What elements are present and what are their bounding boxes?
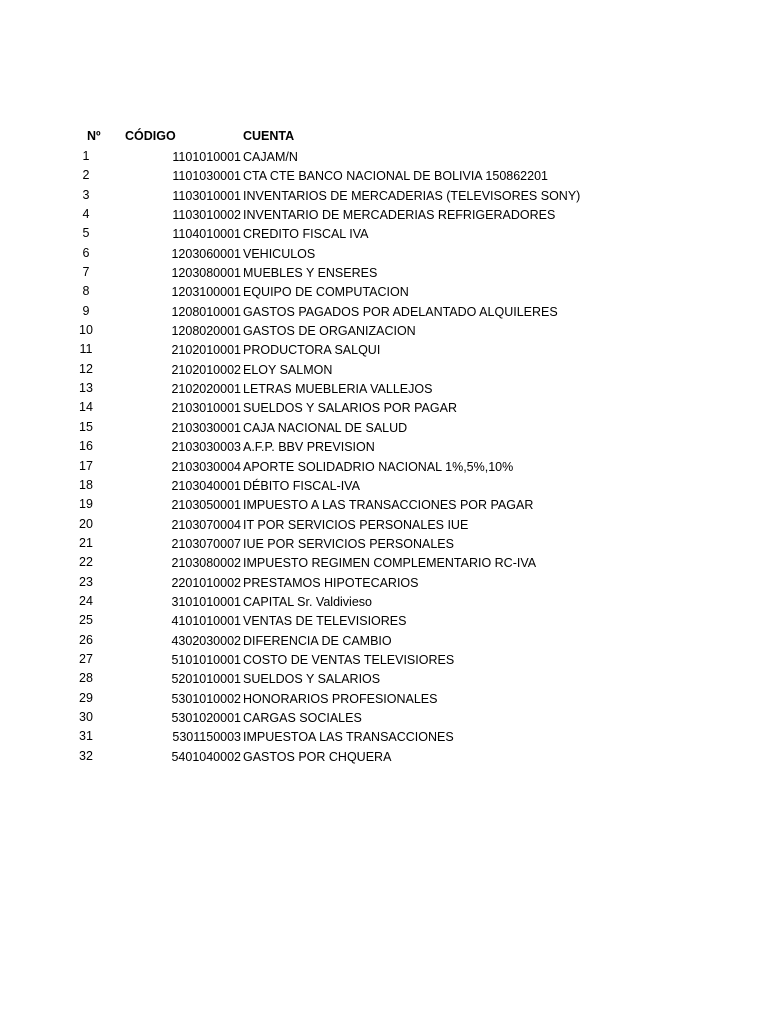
- table-row: [0, 283, 768, 302]
- account-name: INVENTARIO DE MERCADERIAS REFRIGERADORES: [243, 208, 556, 223]
- row-number: 5: [82, 226, 90, 241]
- header-number: Nº: [87, 129, 101, 143]
- account-name: LETRAS MUEBLERIA VALLEJOS: [243, 382, 433, 397]
- row-number: 26: [79, 632, 93, 647]
- row-number: 27: [79, 651, 93, 666]
- row-number: 25: [79, 613, 93, 628]
- row-number: 13: [79, 381, 93, 396]
- table-row: [0, 535, 768, 554]
- row-number: 22: [79, 555, 93, 570]
- account-code: 2102010001: [171, 343, 241, 358]
- table-row: [0, 322, 768, 341]
- table-row: [0, 458, 768, 477]
- row-number: 3: [82, 187, 90, 202]
- accounts-list: [0, 148, 768, 767]
- row-number: 8: [82, 284, 90, 299]
- account-name: EQUIPO DE COMPUTACION: [243, 285, 409, 300]
- account-code: 1101030001: [172, 169, 241, 184]
- account-name: GASTOS POR CHQUERA: [243, 749, 392, 764]
- account-name: IT POR SERVICIOS PERSONALES IUE: [243, 517, 469, 532]
- table-row: [0, 341, 768, 360]
- account-code: 2103080002: [171, 556, 241, 571]
- account-code: 1208020001: [171, 324, 241, 339]
- table-row: [0, 728, 768, 747]
- row-number: 9: [82, 303, 90, 318]
- account-name: CAJA NACIONAL DE SALUD: [243, 420, 408, 435]
- account-name: IMPUESTO A LAS TRANSACCIONES POR PAGAR: [243, 498, 534, 513]
- row-number: 18: [79, 477, 93, 492]
- account-code: 2103070007: [171, 536, 241, 551]
- table-row: [0, 187, 768, 206]
- account-name: IMPUESTO REGIMEN COMPLEMENTARIO RC-IVA: [243, 556, 537, 571]
- account-name: IUE POR SERVICIOS PERSONALES: [243, 536, 454, 551]
- account-code: 1101010001: [172, 150, 241, 164]
- table-row: [0, 419, 768, 438]
- table-row: [0, 380, 768, 399]
- row-number: 20: [79, 516, 93, 531]
- account-name: CARGAS SOCIALES: [243, 710, 362, 725]
- table-row: [0, 574, 768, 593]
- row-number: 23: [79, 574, 93, 589]
- account-code: 3101010001: [171, 594, 241, 609]
- row-number: 24: [79, 593, 93, 608]
- account-code: 2103040001: [171, 478, 241, 493]
- table-row: [0, 264, 768, 283]
- account-code: 2103070004: [171, 517, 241, 532]
- account-code: 2103050001: [171, 498, 241, 513]
- table-row: [0, 651, 768, 670]
- header-account: CUENTA: [243, 129, 295, 143]
- account-code: 1104010001: [172, 227, 241, 242]
- account-code: 2102020001: [171, 382, 241, 397]
- account-code: 2103030004: [171, 459, 241, 474]
- row-number: 31: [79, 729, 93, 744]
- account-name: VENTAS DE TELEVISIORES: [243, 614, 407, 629]
- row-number: 32: [79, 748, 93, 763]
- row-number: 30: [79, 709, 93, 724]
- row-number: 7: [82, 265, 90, 280]
- account-name: DIFERENCIA DE CAMBIO: [243, 633, 392, 648]
- account-name: APORTE SOLIDADRIO NACIONAL 1%,5%,10%: [243, 459, 514, 474]
- account-name: CAJAM/N: [243, 150, 298, 164]
- row-number: 6: [82, 245, 90, 260]
- row-number: 29: [79, 690, 93, 705]
- table-row: [0, 148, 768, 167]
- account-name: PRODUCTORA SALQUI: [243, 343, 381, 358]
- account-code: 2201010002: [171, 575, 241, 590]
- account-code: 5301150003: [172, 730, 241, 745]
- table-row: [0, 670, 768, 689]
- account-code: 5201010001: [171, 672, 241, 687]
- account-code: 1203100001: [171, 285, 241, 300]
- account-name: SUELDOS Y SALARIOS POR PAGAR: [243, 401, 457, 416]
- account-code: 5301020001: [171, 710, 241, 725]
- account-code: 4101010001: [171, 614, 241, 629]
- row-number: 28: [79, 671, 93, 686]
- row-number: 17: [79, 458, 93, 473]
- account-code: 2103030001: [171, 420, 241, 435]
- table-row: [0, 516, 768, 535]
- table-row: [0, 206, 768, 225]
- account-code: 2102010002: [171, 362, 241, 377]
- account-name: MUEBLES Y ENSERES: [243, 266, 378, 281]
- table-row: [0, 632, 768, 651]
- row-number: 10: [79, 323, 93, 338]
- account-code: 2103010001: [171, 401, 241, 416]
- table-row: [0, 438, 768, 457]
- account-name: IMPUESTOA LAS TRANSACCIONES: [243, 730, 454, 745]
- account-name: VEHICULOS: [243, 246, 316, 261]
- account-code: 1103010002: [172, 208, 241, 223]
- row-number: 12: [79, 361, 93, 376]
- account-name: COSTO DE VENTAS TELEVISIORES: [243, 652, 455, 667]
- table-row: [0, 477, 768, 496]
- account-code: 1208010001: [171, 304, 241, 319]
- table-row: [0, 245, 768, 264]
- account-code: 4302030002: [171, 633, 241, 648]
- table-row: [0, 303, 768, 322]
- account-name: INVENTARIOS DE MERCADERIAS (TELEVISORES SONY): [243, 188, 581, 203]
- row-number: 16: [79, 439, 93, 454]
- row-number: 11: [79, 342, 93, 357]
- account-name: SUELDOS Y SALARIOS: [243, 672, 381, 687]
- table-row: [0, 167, 768, 186]
- table-row: [0, 361, 768, 380]
- table-row: [0, 748, 768, 767]
- table-row: [0, 593, 768, 612]
- table-row: [0, 612, 768, 631]
- account-code: 5101010001: [171, 652, 241, 667]
- table-row: [0, 399, 768, 418]
- account-code: 1103010001: [172, 188, 241, 203]
- account-name: CAPITAL Sr. Valdivieso: [243, 594, 372, 609]
- row-number: 2: [82, 168, 90, 183]
- table-row: [0, 554, 768, 573]
- account-name: GASTOS DE ORGANIZACION: [243, 324, 416, 339]
- row-number: 19: [79, 497, 93, 512]
- row-number: 14: [79, 400, 93, 415]
- account-name: DÉBITO FISCAL-IVA: [243, 478, 360, 493]
- account-code: 5301010002: [171, 691, 241, 706]
- row-number: 21: [79, 535, 93, 550]
- table-row: [0, 225, 768, 244]
- table-row: [0, 709, 768, 728]
- account-code: 2103030003: [171, 440, 241, 455]
- account-name: PRESTAMOS HIPOTECARIOS: [243, 575, 419, 590]
- account-name: GASTOS PAGADOS POR ADELANTADO ALQUILERES: [243, 304, 558, 319]
- account-code: 1203080001: [171, 266, 241, 281]
- column-header-row: [0, 129, 768, 147]
- table-row: [0, 690, 768, 709]
- account-name: ELOY SALMON: [243, 362, 333, 377]
- account-code: 5401040002: [171, 749, 241, 764]
- row-number: 4: [82, 207, 90, 222]
- header-code: CÓDIGO: [125, 129, 176, 143]
- row-number: 1: [82, 149, 90, 163]
- account-name: CREDITO FISCAL IVA: [243, 227, 369, 242]
- account-code: 1203060001: [171, 246, 241, 261]
- table-row: [0, 496, 768, 515]
- account-name: HONORARIOS PROFESIONALES: [243, 691, 438, 706]
- row-number: 15: [79, 419, 93, 434]
- account-name: A.F.P. BBV PREVISION: [243, 440, 375, 455]
- account-name: CTA CTE BANCO NACIONAL DE BOLIVIA 150862201: [243, 169, 548, 184]
